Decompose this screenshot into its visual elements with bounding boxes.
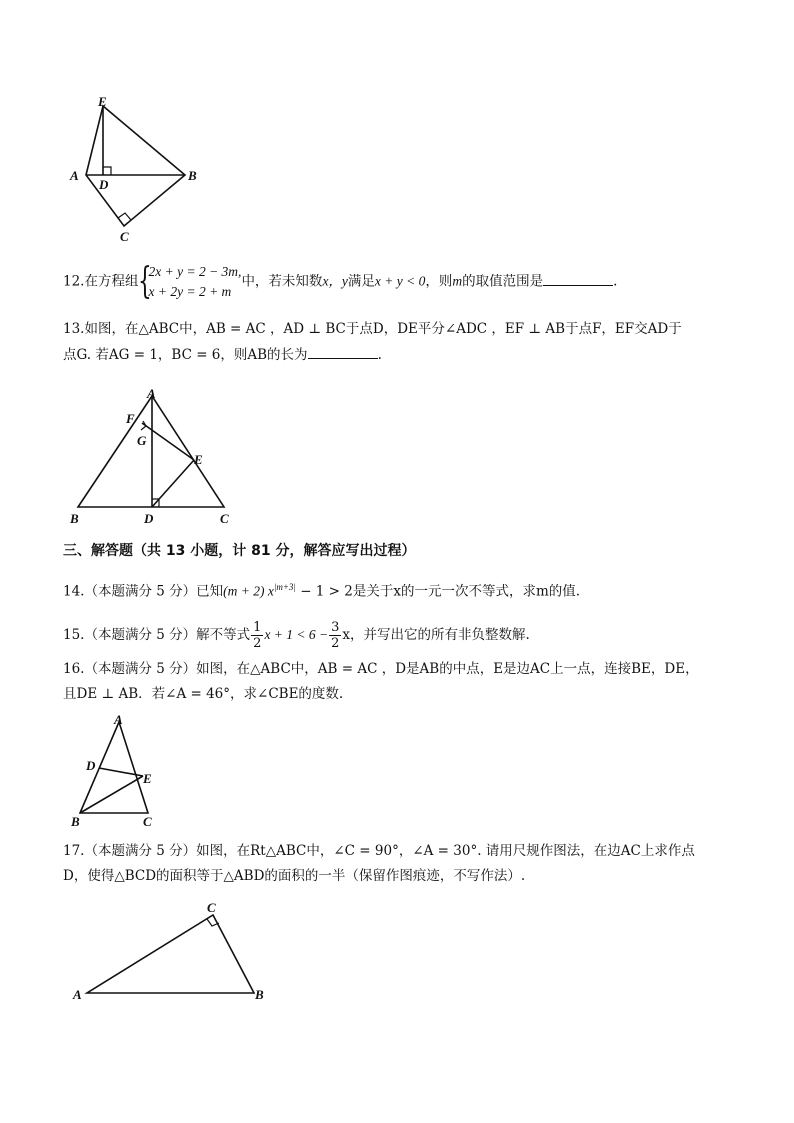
q12-end: 的取值范围是 (462, 273, 544, 290)
q12-prefix: 12.在方程组 (63, 273, 139, 290)
label-E: E (143, 771, 152, 786)
q14-expression: (m + 2) x (223, 583, 274, 599)
question-17-line1: 17.（本题满分 5 分）如图，在Rt△ABC中，∠C = 90°，∠A = 30°. 请用尺规作图法，在边AC上求作点 (63, 843, 695, 859)
q12-tail: ，则 (425, 273, 453, 290)
fraction-2 (329, 620, 341, 651)
label-F: F (126, 411, 135, 426)
q14-suffix: − 1 > 2是关于x的一元一次不等式，求m的值. (295, 583, 581, 600)
question-13-line1: 13.如图，在△ABC中，AB = AC ，AD ⊥ BC于点D，DE平分∠ADC ，EF ⊥ AB于点F，EF交AD于 (63, 321, 682, 337)
figure-q13-svg (60, 382, 250, 532)
question-16-line1: 16.（本题满分 5 分）如图，在△ABC中，AB = AC ，D是AB的中点，E是边AC上一点，连接BE，DE， (63, 661, 699, 677)
q12-cond-text: 满足 (347, 273, 375, 290)
fraction-1-denominator: 2 (253, 636, 262, 651)
question-13-line2 (63, 344, 382, 365)
fraction-1-numerator: 1 (253, 620, 262, 635)
question-12 (63, 262, 617, 302)
q13-line2-text: 点G. 若AG = 1，BC = 6，则AB的长为 (63, 347, 308, 363)
q12-condition: x + y < 0 (374, 273, 426, 289)
label-E: E (194, 452, 203, 467)
q12-mid: 中，若未知数 (241, 273, 323, 290)
label-A: A (73, 987, 82, 1002)
figure-q17 (65, 896, 285, 1011)
question-14 (63, 577, 580, 602)
answer-blank-12[interactable] (543, 271, 613, 286)
q12-vars: x，y (322, 273, 348, 289)
answer-blank-13[interactable] (308, 344, 378, 359)
q14-prefix: 14.（本题满分 5 分）已知 (63, 583, 224, 600)
label-C: C (220, 511, 229, 526)
label-B: B (70, 511, 79, 526)
label-A: A (70, 168, 79, 183)
figure-q13 (60, 382, 250, 532)
label-D: D (86, 758, 96, 773)
label-B: B (71, 814, 80, 829)
q13-period: . (377, 347, 382, 363)
label-A: A (114, 712, 123, 727)
label-C: C (120, 229, 129, 244)
q15-suffix: x，并写出它的所有非负整数解. (342, 627, 530, 643)
q14-exponent: |m+3| (273, 582, 296, 592)
equation-1: 2x + y = 2 − 3m, (148, 264, 242, 279)
label-A: A (147, 386, 156, 401)
fraction-1 (251, 620, 263, 651)
equation-system: { 2x + y = 2 − 3m, x + 2y = 2 + m (138, 261, 242, 302)
label-C: C (143, 814, 152, 829)
question-16-line2: 且DE ⊥ AB．若∠A = 46°，求∠CBE的度数. (63, 686, 344, 702)
q15-middle: x + 1 < 6 − (264, 627, 329, 642)
section-3-title: 三、解答题（共 13 小题，计 81 分，解答应写出过程） (63, 543, 416, 559)
label-B: B (188, 168, 197, 183)
label-G: G (137, 433, 147, 448)
figure-q11-svg (60, 90, 220, 250)
q15-prefix: 15.（本题满分 5 分）解不等式 (63, 627, 251, 643)
label-C: C (207, 900, 216, 915)
fraction-2-numerator: 3 (331, 620, 340, 635)
label-E: E (98, 94, 107, 109)
question-15 (63, 620, 530, 651)
label-D: D (144, 511, 154, 526)
label-D: D (99, 177, 109, 192)
q12-var-m: m (452, 273, 463, 289)
figure-q16-svg (65, 712, 175, 834)
equation-2: x + 2y = 2 + m (148, 284, 232, 299)
figure-q17-svg (65, 896, 285, 1011)
q12-period: . (613, 273, 618, 290)
question-17-line2: D，使得△BCD的面积等于△ABD的面积的一半（保留作图痕迹，不写作法）. (63, 868, 526, 884)
label-B: B (255, 987, 264, 1002)
fraction-2-denominator: 2 (331, 636, 340, 651)
figure-q11 (60, 90, 220, 250)
figure-q16 (65, 712, 175, 834)
